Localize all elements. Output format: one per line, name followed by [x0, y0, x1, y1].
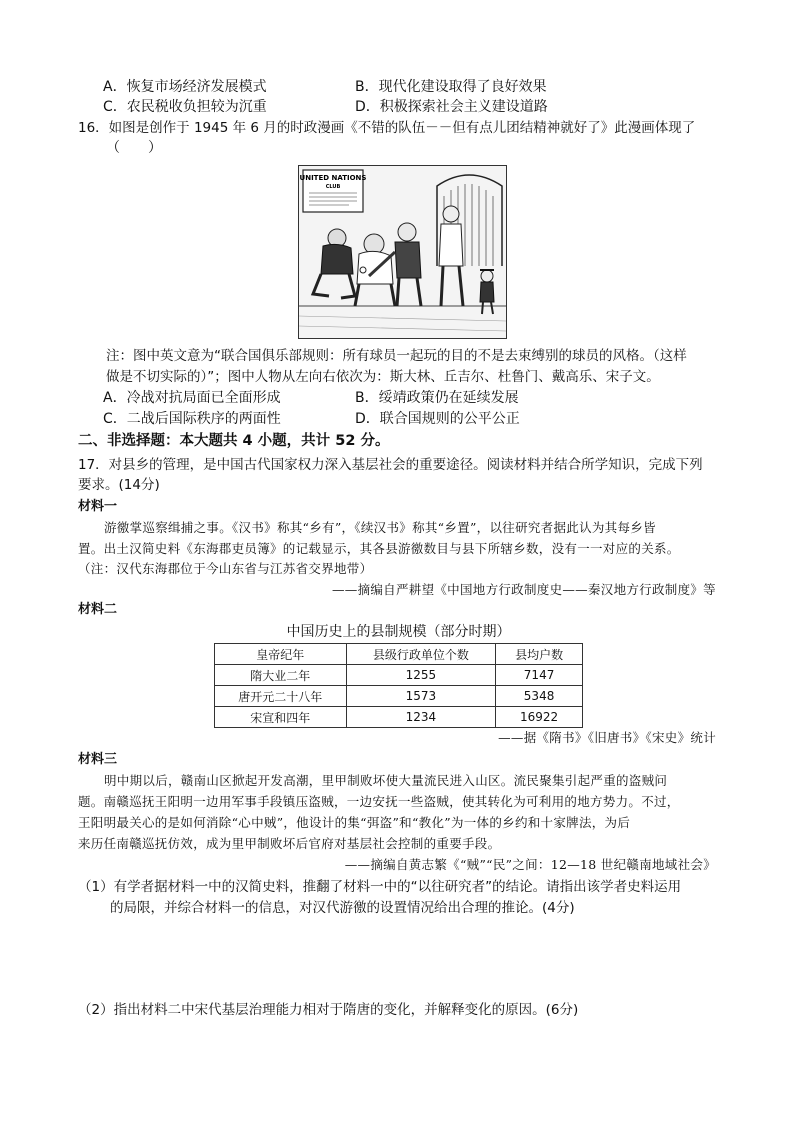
table-cell: 1255 [346, 665, 496, 686]
table-row [215, 707, 583, 728]
q17-sub2: （2）指出材料二中宋代基层治理能力相对于隋唐的变化，并解释变化的原因。(6分) [78, 1002, 579, 1018]
table-header-cell: 皇帝纪年 [215, 644, 347, 665]
cartoon-sign-line2: CLUB [325, 184, 341, 190]
material1-line3: （注：汉代东海郡位于今山东省与江苏省交界地带） [78, 561, 373, 576]
table-cell: 1573 [346, 686, 496, 707]
q17-stem-line2: 要求。(14分) [78, 477, 160, 493]
q16-option-a: A．冷战对抗局面已全面形成 [103, 390, 281, 406]
material3-line3: 王阳明最关心的是如何消除“心中贼”，他设计的集“弭盗”和“教化”为一体的乡约和十家牌法，为后 [78, 815, 631, 830]
table-cell: 宋宣和四年 [215, 707, 347, 728]
table-cell: 1234 [346, 707, 496, 728]
q15-option-a: A．恢复市场经济发展模式 [103, 79, 267, 95]
material3-label: 材料三 [78, 752, 118, 767]
material2-source: ——据《隋书》《旧唐书》《宋史》统计 [498, 730, 716, 745]
q16-note-line2: 做是不切实际的）”；图中人物从左向右依次为：斯大林、丘吉尔、杜鲁门、戴高乐、宋子文。 [106, 369, 660, 385]
table-cell: 5348 [496, 686, 583, 707]
material3-source: ——摘编自黄志繁《“贼”“民”之间：12—18 世纪赣南地域社会》 [344, 857, 716, 872]
q16-blank: （ ） [106, 140, 162, 156]
table-cell: 唐开元二十八年 [215, 686, 347, 707]
q16-stem: 16．如图是创作于 1945 年 6 月的时政漫画《不错的队伍－－但有点儿团结精神就好了》此漫画体现了 [78, 120, 696, 136]
table-cell: 7147 [496, 665, 583, 686]
q16-option-b: B．绥靖政策仍在延续发展 [355, 390, 519, 406]
q15-option-b: B．现代化建设取得了良好效果 [355, 79, 547, 95]
table-cell: 16922 [496, 707, 583, 728]
material1-line2: 置。出土汉简史料《东海郡吏员簿》的记载显示，其各县游徼数目与县下所辖乡数，没有一一对应的关系。 [78, 541, 680, 556]
material3-line1: 明中期以后，赣南山区掀起开发高潮，里甲制败坏使大量流民进入山区。流民聚集引起严重的盗贼问 [104, 773, 668, 788]
table-title: 中国历史上的县制规模（部分时期） [286, 624, 511, 640]
material3-line4: 来历任南赣巡抚仿效，成为里甲制败坏后官府对基层社会控制的重要手段。 [78, 836, 501, 851]
cartoon-sign-line1: UNITED NATIONS [299, 174, 367, 182]
table-row [215, 686, 583, 707]
q16-note-line1: 注：图中英文意为“联合国俱乐部规则：所有球员一起玩的目的不是去束缚别的球员的风格。（这样 [106, 348, 687, 364]
cartoon-drawing [299, 166, 506, 338]
county-scale-table [214, 643, 583, 728]
q17-stem-line1: 17．对县乡的管理，是中国古代国家权力深入基层社会的重要途径。阅读材料并结合所学知识，完成下列 [78, 457, 703, 473]
q15-option-d: D．积极探索社会主义建设道路 [355, 99, 548, 115]
material3-line2: 题。南赣巡抚王阳明一边用军事手段镇压盗贼，一边安抚一些盗贼，使其转化为可利用的地方势力。不过， [78, 794, 680, 809]
material1-label: 材料一 [78, 499, 118, 514]
table-row [215, 665, 583, 686]
material1-source: ——摘编自严耕望《中国地方行政制度史——秦汉地方行政制度》等 [331, 582, 716, 597]
table-header-cell: 县级行政单位个数 [346, 644, 496, 665]
q16-option-c: C．二战后国际秩序的两面性 [103, 411, 281, 427]
q17-sub1-line2: 的局限，并综合材料一的信息，对汉代游徼的设置情况给出合理的推论。(4分) [110, 900, 575, 916]
table-header-row [215, 644, 583, 665]
table-cell: 隋大业二年 [215, 665, 347, 686]
political-cartoon [298, 165, 507, 339]
q17-sub1-line1: （1）有学者据材料一中的汉简史料，推翻了材料一中的“以往研究者”的结论。请指出该学者史料运用 [78, 879, 682, 895]
q16-option-d: D．联合国规则的公平公正 [355, 411, 520, 427]
section2-heading: 二、非选择题：本大题共 4 小题，共计 52 分。 [78, 433, 390, 449]
q15-option-c: C．农民税收负担较为沉重 [103, 99, 267, 115]
material2-label: 材料二 [78, 602, 118, 617]
material1-line1: 游徼掌巡察缉捕之事。《汉书》称其“乡有”，《续汉书》称其“乡置”，以往研究者据此认为其每乡皆 [104, 520, 656, 535]
table-header-cell: 县均户数 [496, 644, 583, 665]
